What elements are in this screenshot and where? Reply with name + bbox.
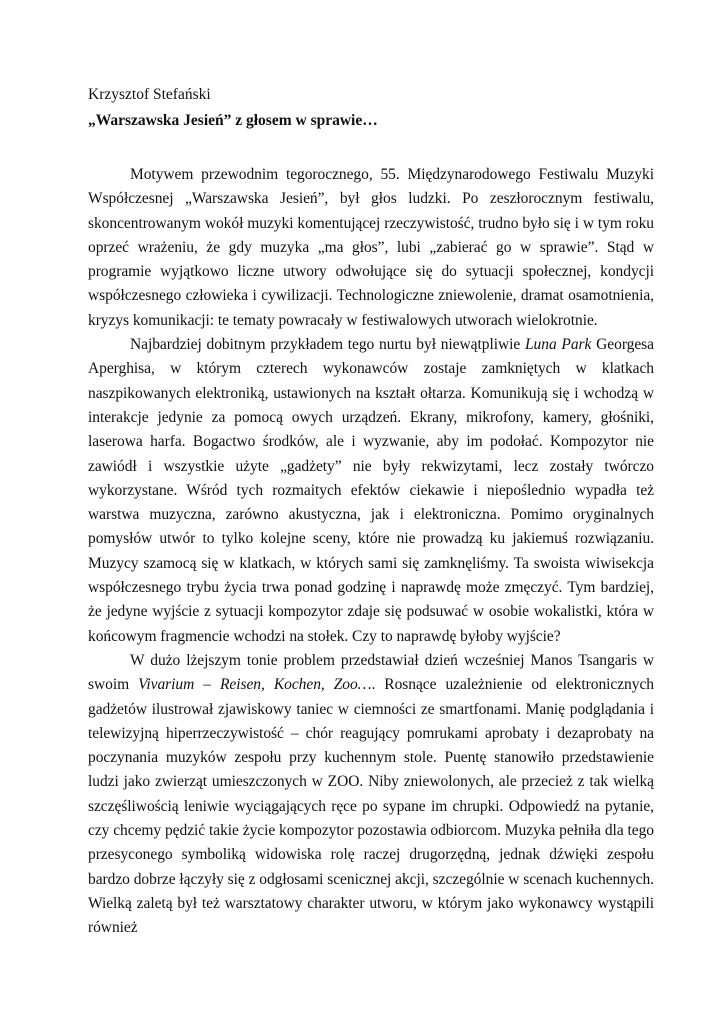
paragraph-text: Motywem przewodnim tegorocznego, 55. Międzynarodowego Festiwalu Muzyki Współczesnej „Warszawska Jesień”, był głos ludzki. Po zeszłorocznym festiwalu, skoncentrowanym wokół muzyki komentującej rzeczywistość, trudno było się i w tym roku oprzeć wrażeniu, że gdy muzyka „ma głos”, lubi „zabierać go w sprawie”. Stąd w programie wyjątkowo liczne utwory odwołujące się do sytuacji społecznej, kondycji współczesnego człowieka i cywilizacji. Technologiczne zniewolenie, dramat osamotnienia, kryzys komunikacji: te tematy powracały w festiwalowych utworach wielokrotnie.	[88, 166, 654, 329]
paragraph-text: Georgesa Aperghisa, w którym czterech wykonawców zostaje zamkniętych w klatkach naszpikowanych elektroniką, ustawionych na kształt ołtarza. Komunikują się i wchodzą w interakcje jedynie za pomocą owych urządzeń. Ekrany, mikrofony, kamery, głośniki, laserowa harfa. Bogactwo środków, ale i wyzwanie, aby im podołać. Kompozytor nie zawiódł i wszystkie użyte „gadżety” nie były rekwizytami, lecz zostały twórczo wykorzystane. Wśród tych rozmaitych efektów ciekawie i niepoślednio wypadła też warstwa muzyczna, zarówno akustyczna, jak i elektroniczna. Pomimo oryginalnych pomysłów utwór to tylko kolejne sceny, które nie prowadzą ku jakiemuś rozwiązaniu. Muzycy szamocą się w klatkach, w których sami się zamknęliśmy. Ta swoista wiwisekcja współczesnego trybu życia trwa ponad godzinę i naprawdę może zmęczyć. Tym bardziej, że jedyne wyjście z sytuacji kompozytor zdaje się podsuwać w osobie wokalistki, która w końcowym fragmencie wchodzi na stołek. Czy to naprawdę byłoby wyjście?	[88, 336, 654, 645]
article-title: „Warszawska Jesień” z głosem w sprawie…	[88, 112, 378, 129]
author-name: Krzysztof Stefański	[88, 86, 211, 103]
paragraph-text: Najbardziej dobitnym przykładem tego nurtu był niewątpliwie	[130, 336, 525, 354]
paragraph-1	[88, 163, 654, 333]
work-title-vivarium: Vivarium – Reisen, Kochen, Zoo…	[138, 676, 372, 694]
paragraph-text: . Rosnące uzależnienie od elektronicznych gadżetów ilustrował zjawiskowy taniec w ciemności ze smartfonami. Manię podglądania i telewizyjną hiperrzeczywistość – chór reagujący pomrukami aprobaty i dezaprobaty na poczynania muzyków zespołu przy kuchennym stole. Puentę stanowiło przedstawienie ludzi jako zwierząt umieszczonych w ZOO. Niby zniewolonych, ale przecież z tak wielką szczęśliwością leniwie wyciągających ręce po sypane im chrupki. Odpowiedź na pytanie, czy chcemy pędzić takie życie kompozytor pozostawia odbiorcom. Muzyka pełniła dla tego przesyconego symboliką widowiska rolę raczej drugorzędną, jednak dźwięki zespołu bardzo dobrze łączyły się z odgłosami scenicznej akcji, szczególnie w scenach kuchennych. Wielką zaletą był też warsztatowy charakter utworu, w którym jako wykonawcy wystąpili również	[88, 676, 654, 937]
article-body	[88, 163, 654, 941]
paragraph-text: W dużo lżejszym tonie problem przedstawiał dzień wcześniej Manos Tsangaris w swoim	[88, 651, 654, 694]
paragraph-3	[88, 649, 654, 941]
paragraph-2	[88, 333, 654, 649]
work-title-luna-park: Luna Park	[524, 336, 592, 354]
